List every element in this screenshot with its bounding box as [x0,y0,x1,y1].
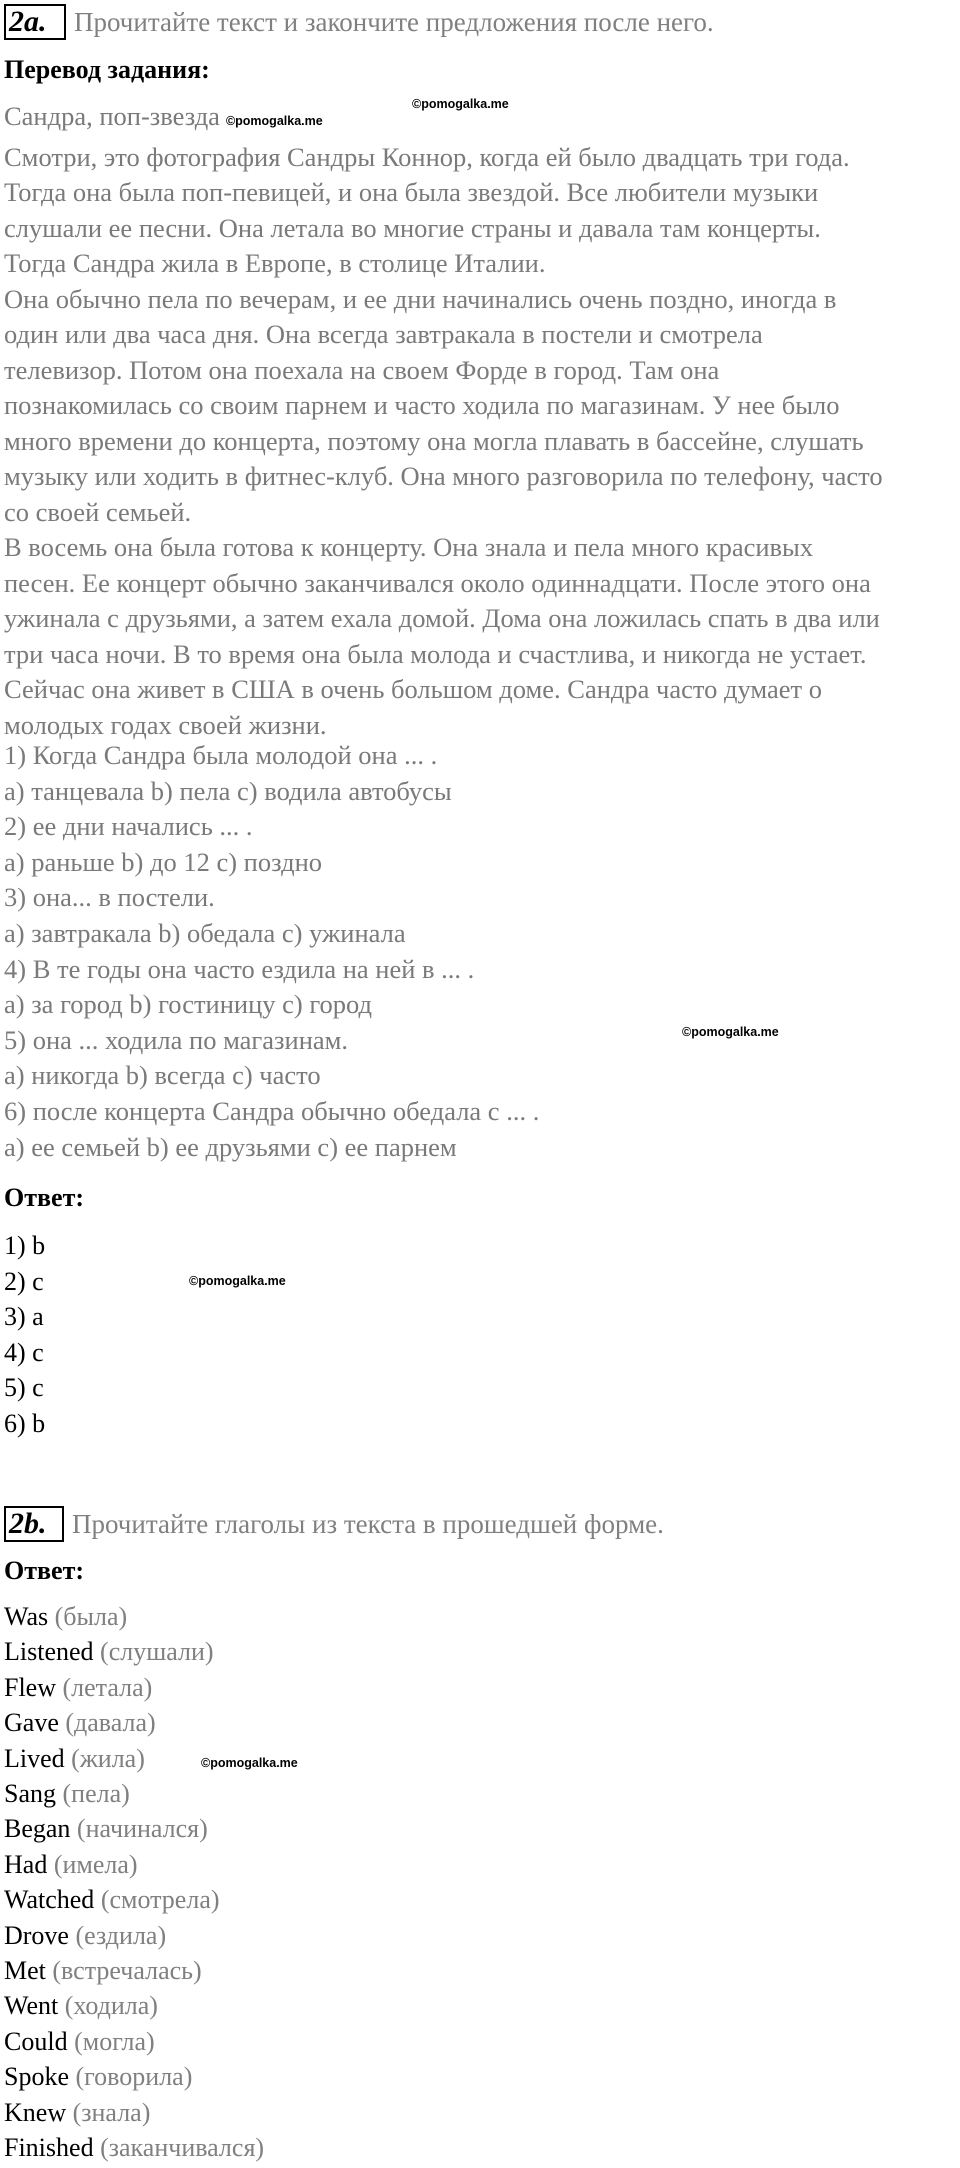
verb-english: Knew [4,2097,67,2127]
verb-row [4,2059,264,2094]
answers-a-list [4,1228,45,1441]
task-a-instruction: Прочитайте текст и закончите предложения после него. [74,6,714,37]
task-b-instruction: Прочитайте глаголы из текста в прошедшей форме. [72,1508,664,1539]
answer-heading-b: Ответ: [4,1556,85,1585]
verb-english: Could [4,2026,68,2056]
verb-russian: (имела) [53,1849,138,1879]
questions-list [4,738,539,1165]
story-line: песен. Ее концерт обычно заканчивался около одиннадцати. После этого она [4,567,871,598]
watermark: ©pomogalka.me [201,1756,298,1770]
verb-row [4,1988,264,2023]
verb-english: Gave [4,1708,59,1738]
answer-item: 6) b [4,1408,46,1438]
question-item: 3) она... в постели. [4,882,215,913]
story-line: телевизор. Потом она поехала на своем Форде в город. Там она [4,354,720,385]
verb-row [4,1918,264,1953]
verb-english: Was [4,1602,49,1631]
verb-row [4,2024,264,2059]
watermark: ©pomogalka.me [682,1025,779,1039]
story-line: молодых годах своей жизни. [4,709,327,740]
verb-row [4,1776,264,1811]
verb-english: Finished [4,2133,94,2163]
task-b-header [4,1506,664,1542]
story-line: один или два часа дня. Она всегда завтракала в постели и смотрела [4,319,763,349]
verb-english: Had [4,1849,48,1879]
verb-russian: (говорила) [75,2062,193,2092]
task-a-header [4,4,714,40]
question-item: а) танцевала b) пела с) водила автобусы [4,775,452,806]
question-item: а) за город b) гостиницу с) город [4,989,373,1020]
verbs-list [4,1599,264,2166]
question-item: 5) она ... ходила по магазинам. [4,1024,349,1055]
task-a-badge: 2a. [4,4,66,40]
verb-russian: (знала) [72,2097,151,2127]
verb-row [4,1634,264,1669]
story-line: музыку или ходить в фитнес-клуб. Она много разговорила по телефону, часто [4,461,883,491]
verb-row [4,1811,264,1846]
verb-row [4,1599,264,1634]
verb-row [4,2095,264,2130]
verb-english: Listened [4,1637,94,1667]
verb-russian: (давала) [65,1708,156,1738]
story-text [4,99,959,743]
verb-russian: (слушали) [100,1637,214,1667]
verb-russian: (встречалась) [52,1956,202,1986]
verb-english: Drove [4,1920,69,1950]
question-item: 6) после концерта Сандра обычно обедала с ... . [4,1095,540,1126]
answer-item: 2) c [4,1266,44,1296]
story-line: Сейчас она живет в США в очень большом доме. Сандра часто думает о [4,674,822,704]
answer-item: 3) a [4,1302,44,1331]
story-line: познакомилась со своим парнем и часто ходила по магазинам. У нее было [4,390,840,420]
question-item: 1) Когда Сандра была молодой она ... . [4,740,438,770]
verb-english: Lived [4,1743,65,1773]
story-title: Сандра, поп-звезда [4,101,220,131]
story-line: три часа ночи. В то время она была молода и счастлива, и никогда не устает. [4,638,867,669]
verb-russian: (жила) [71,1743,145,1773]
story-line: В восемь она была готова к концерту. Она знала и пела много красивых [4,532,814,562]
watermark: ©pomogalka.me [189,1274,286,1288]
story-line: Тогда Сандра жила в Европе, в столице Италии. [4,248,546,278]
story-line: Она обычно пела по вечерам, и ее дни начинались очень поздно, иногда в [4,283,837,314]
verb-english: Met [4,1956,46,1986]
answer-item: 1) b [4,1231,46,1260]
question-item: 2) ее дни начались ... . [4,811,253,842]
verb-russian: (летала) [62,1672,153,1702]
verb-row [4,1705,264,1740]
verb-row [4,1882,264,1917]
watermark: ©pomogalka.me [412,97,509,111]
question-item: 4) В те годы она часто ездила на ней в ... . [4,953,475,984]
verb-row [4,1847,264,1882]
verb-russian: (могла) [74,2026,155,2056]
verb-row [4,1953,264,1988]
verb-russian: (заканчивался) [100,2133,265,2163]
verb-russian: (пела) [62,1779,130,1809]
verb-russian: (была) [54,1602,128,1631]
story-line: много времени до концерта, поэтому она могла плавать в бассейне, слушать [4,425,864,456]
story-line: Смотри, это фотография Сандры Коннор, когда ей было двадцать три года. [4,141,850,172]
story-line: слушали ее песни. Она летала во многие страны и давала там концерты. [4,212,821,243]
verb-english: Began [4,1814,71,1844]
verb-english: Went [4,1991,59,2021]
story-line: ужинала с друзьями, а затем ехала домой. Дома она ложилась спать в два или [4,603,880,633]
verb-row [4,2130,264,2165]
task-b-badge: 2b. [4,1506,64,1542]
translation-heading: Перевод задания: [4,55,210,84]
verb-row [4,1670,264,1705]
verb-russian: (ездила) [75,1920,167,1950]
question-item: а) ее семьей b) ее друзьями с) ее парнем [4,1131,457,1162]
verb-english: Spoke [4,2062,69,2092]
watermark: ©pomogalka.me [225,114,323,128]
question-item: а) никогда b) всегда с) часто [4,1060,321,1091]
story-line: Тогда она была поп-певицей, и она была звездой. Все любители музыки [4,177,819,207]
answer-heading-a: Ответ: [4,1183,85,1212]
verb-russian: (начинался) [76,1814,208,1844]
story-line: со своей семьей. [4,496,192,527]
verb-russian: (смотрела) [100,1885,220,1915]
verb-russian: (ходила) [64,1991,158,2021]
answer-item: 4) c [4,1337,44,1367]
answer-item: 5) c [4,1373,44,1402]
verb-english: Watched [4,1885,95,1915]
verb-english: Flew [4,1672,56,1702]
question-item: а) раньше b) до 12 с) поздно [4,846,323,877]
verb-english: Sang [4,1779,56,1809]
question-item: а) завтракала b) обедала с) ужинала [4,917,406,948]
